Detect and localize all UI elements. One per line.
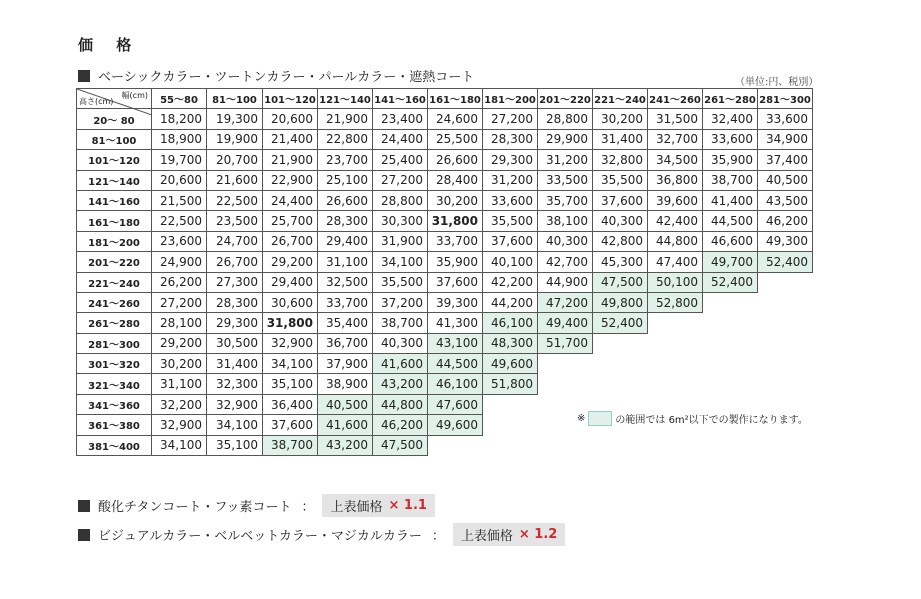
- price-cell: 52,400: [758, 252, 813, 272]
- price-cell: 29,200: [152, 333, 207, 353]
- column-header: 81〜100: [207, 89, 263, 109]
- unit-note: （単位:円、税別）: [735, 77, 819, 88]
- price-cell: 34,900: [758, 129, 813, 149]
- price-cell: 46,100: [428, 374, 483, 394]
- empty-cell: [593, 333, 648, 353]
- price-cell: 26,700: [263, 231, 318, 251]
- row-header: 161〜180: [77, 211, 152, 231]
- empty-cell: [758, 354, 813, 374]
- price-cell: 19,900: [207, 129, 263, 149]
- price-cell: 31,200: [483, 170, 538, 190]
- price-cell: 38,900: [318, 374, 373, 394]
- price-cell: 32,700: [648, 129, 703, 149]
- price-cell: 40,300: [538, 231, 593, 251]
- price-cell: 34,100: [263, 354, 318, 374]
- empty-cell: [758, 292, 813, 312]
- empty-cell: [648, 313, 703, 333]
- square-bullet-icon: [78, 70, 90, 82]
- price-cell: 34,100: [373, 252, 428, 272]
- price-cell: 41,600: [318, 415, 373, 435]
- price-cell: 52,800: [648, 292, 703, 312]
- price-cell: 30,300: [373, 211, 428, 231]
- row-header: 20〜 80: [77, 109, 152, 129]
- price-cell: 47,200: [538, 292, 593, 312]
- price-cell: 52,400: [593, 313, 648, 333]
- column-header: 261〜280: [703, 89, 758, 109]
- corner-cell: [77, 89, 152, 109]
- empty-cell: [758, 333, 813, 353]
- price-cell: 25,700: [263, 211, 318, 231]
- empty-cell: [428, 435, 483, 455]
- price-cell: 44,800: [373, 394, 428, 414]
- empty-cell: [648, 374, 703, 394]
- price-cell: 46,100: [483, 313, 538, 333]
- price-cell: 47,500: [593, 272, 648, 292]
- empty-cell: [538, 374, 593, 394]
- price-cell: 27,200: [152, 292, 207, 312]
- table-header-row: [77, 89, 813, 109]
- price-cell: 45,300: [593, 252, 648, 272]
- column-header: 201〜220: [538, 89, 593, 109]
- price-cell: 28,300: [483, 129, 538, 149]
- price-cell: 18,900: [152, 129, 207, 149]
- section-basic-colors: [78, 66, 474, 85]
- price-cell: 43,100: [428, 333, 483, 353]
- price-cell: 38,700: [263, 435, 318, 455]
- price-cell: 28,800: [538, 109, 593, 129]
- square-bullet-icon: [78, 500, 90, 512]
- empty-cell: [703, 354, 758, 374]
- price-cell: 33,600: [758, 109, 813, 129]
- price-cell: 49,600: [428, 415, 483, 435]
- row-header: 341〜360: [77, 394, 152, 414]
- price-cell: 34,500: [648, 150, 703, 170]
- empty-cell: [758, 272, 813, 292]
- price-cell: 33,700: [428, 231, 483, 251]
- price-cell: 41,300: [428, 313, 483, 333]
- price-cell: 41,400: [703, 190, 758, 210]
- price-cell: 33,600: [483, 190, 538, 210]
- empty-cell: [758, 313, 813, 333]
- price-cell: 19,300: [207, 109, 263, 129]
- price-cell: 35,500: [373, 272, 428, 292]
- price-cell: 35,500: [483, 211, 538, 231]
- table-row: [77, 374, 813, 394]
- price-cell: 42,400: [648, 211, 703, 231]
- price-cell: 35,100: [263, 374, 318, 394]
- price-cell: 35,100: [207, 435, 263, 455]
- price-cell: 27,200: [373, 170, 428, 190]
- empty-cell: [593, 435, 648, 455]
- multiplier-base: 上表価格: [460, 529, 513, 544]
- price-cell: 28,300: [207, 292, 263, 312]
- price-cell: 23,400: [373, 109, 428, 129]
- price-cell: 33,700: [318, 292, 373, 312]
- multiplier-base: 上表価格: [330, 500, 383, 515]
- note-prefix: ※: [577, 413, 586, 424]
- price-cell: 27,200: [483, 109, 538, 129]
- table-row: [77, 333, 813, 353]
- column-header: 101〜120: [263, 89, 318, 109]
- column-header: 281〜300: [758, 89, 813, 109]
- column-header: 161〜180: [428, 89, 483, 109]
- price-cell: 37,200: [373, 292, 428, 312]
- section-titanium-colon: ：: [301, 500, 315, 515]
- multiplier-factor: × 1.2: [518, 527, 558, 542]
- price-cell: 26,600: [318, 190, 373, 210]
- table-row: [77, 231, 813, 251]
- highlight-swatch: [588, 411, 612, 426]
- price-cell: 38,700: [373, 313, 428, 333]
- table-row: [77, 190, 813, 210]
- row-header: 121〜140: [77, 170, 152, 190]
- table-row: [77, 354, 813, 374]
- price-cell: 20,700: [207, 150, 263, 170]
- price-cell: 32,500: [318, 272, 373, 292]
- price-cell: 46,200: [373, 415, 428, 435]
- price-cell: 40,300: [593, 211, 648, 231]
- price-cell: 47,500: [373, 435, 428, 455]
- row-header: 101〜120: [77, 150, 152, 170]
- price-cell: 46,200: [758, 211, 813, 231]
- price-multiplier-box: [322, 494, 434, 517]
- price-cell: 34,100: [207, 415, 263, 435]
- empty-cell: [758, 435, 813, 455]
- price-cell: 23,600: [152, 231, 207, 251]
- price-cell: 37,400: [758, 150, 813, 170]
- price-cell: 26,700: [207, 252, 263, 272]
- price-cell: 33,600: [703, 129, 758, 149]
- price-cell: 29,400: [318, 231, 373, 251]
- table-row: [77, 252, 813, 272]
- price-cell: 32,900: [207, 394, 263, 414]
- table-row: [77, 170, 813, 190]
- price-cell: 42,700: [538, 252, 593, 272]
- empty-cell: [483, 435, 538, 455]
- price-cell: 31,800: [428, 211, 483, 231]
- price-cell: 28,300: [318, 211, 373, 231]
- price-cell: 21,900: [318, 109, 373, 129]
- row-header: 321〜340: [77, 374, 152, 394]
- price-cell: 46,600: [703, 231, 758, 251]
- price-cell: 37,900: [318, 354, 373, 374]
- price-cell: 40,100: [483, 252, 538, 272]
- price-cell: 38,700: [703, 170, 758, 190]
- price-cell: 29,300: [207, 313, 263, 333]
- price-cell: 44,500: [703, 211, 758, 231]
- price-cell: 50,100: [648, 272, 703, 292]
- highlight-note: [577, 411, 808, 426]
- table-row: [77, 211, 813, 231]
- price-cell: 44,500: [428, 354, 483, 374]
- table-row: [77, 109, 813, 129]
- price-cell: 31,100: [318, 252, 373, 272]
- price-cell: 47,400: [648, 252, 703, 272]
- price-cell: 24,900: [152, 252, 207, 272]
- price-cell: 27,300: [207, 272, 263, 292]
- price-cell: 19,700: [152, 150, 207, 170]
- square-bullet-icon: [78, 529, 90, 541]
- price-cell: 48,300: [483, 333, 538, 353]
- price-cell: 35,900: [703, 150, 758, 170]
- empty-cell: [758, 374, 813, 394]
- column-header: 55〜80: [152, 89, 207, 109]
- price-cell: 22,900: [263, 170, 318, 190]
- price-cell: 24,400: [373, 129, 428, 149]
- price-cell: 49,400: [538, 313, 593, 333]
- price-cell: 22,800: [318, 129, 373, 149]
- price-cell: 49,600: [483, 354, 538, 374]
- empty-cell: [538, 435, 593, 455]
- price-cell: 24,700: [207, 231, 263, 251]
- price-cell: 40,500: [758, 170, 813, 190]
- column-header: 181〜200: [483, 89, 538, 109]
- price-cell: 49,300: [758, 231, 813, 251]
- row-header: 241〜260: [77, 292, 152, 312]
- price-cell: 31,200: [538, 150, 593, 170]
- price-cell: 38,100: [538, 211, 593, 231]
- section-visual-label: ビジュアルカラー・ベルベットカラー・マジカルカラー: [98, 529, 422, 544]
- price-cell: 18,200: [152, 109, 207, 129]
- price-cell: 21,400: [263, 129, 318, 149]
- price-cell: 35,900: [428, 252, 483, 272]
- price-cell: 24,600: [428, 109, 483, 129]
- row-header: 181〜200: [77, 231, 152, 251]
- price-cell: 39,300: [428, 292, 483, 312]
- price-cell: 49,700: [703, 252, 758, 272]
- table-row: [77, 272, 813, 292]
- price-cell: 36,700: [318, 333, 373, 353]
- price-cell: 30,600: [263, 292, 318, 312]
- price-cell: 44,800: [648, 231, 703, 251]
- price-cell: 37,600: [593, 190, 648, 210]
- row-header: 281〜300: [77, 333, 152, 353]
- empty-cell: [648, 435, 703, 455]
- price-cell: 52,400: [703, 272, 758, 292]
- price-cell: 32,200: [152, 394, 207, 414]
- price-cell: 26,600: [428, 150, 483, 170]
- column-header: 221〜240: [593, 89, 648, 109]
- price-cell: 21,900: [263, 150, 318, 170]
- empty-cell: [538, 354, 593, 374]
- row-header: 141〜160: [77, 190, 152, 210]
- price-cell: 31,800: [263, 313, 318, 333]
- price-cell: 28,100: [152, 313, 207, 333]
- price-cell: 22,500: [152, 211, 207, 231]
- price-multiplier-box: [453, 523, 565, 546]
- multiplier-factor: × 1.1: [388, 498, 427, 513]
- price-cell: 41,600: [373, 354, 428, 374]
- row-header: 81〜100: [77, 129, 152, 149]
- section-titanium-label: 酸化チタンコート・フッ素コート: [98, 500, 292, 515]
- price-cell: 37,600: [428, 272, 483, 292]
- price-cell: 31,500: [648, 109, 703, 129]
- table-row: [77, 292, 813, 312]
- price-cell: 35,700: [538, 190, 593, 210]
- price-table: [76, 88, 813, 456]
- price-cell: 29,400: [263, 272, 318, 292]
- section-visual-colors: [78, 523, 565, 546]
- price-cell: 29,200: [263, 252, 318, 272]
- price-cell: 34,100: [152, 435, 207, 455]
- height-axis-label: 高さ(cm): [79, 97, 114, 107]
- price-cell: 43,200: [373, 374, 428, 394]
- price-cell: 21,600: [207, 170, 263, 190]
- section-basic-label: ベーシックカラー・ツートンカラー・パールカラー・遮熱コート: [98, 70, 475, 85]
- price-cell: 31,400: [593, 129, 648, 149]
- empty-cell: [703, 313, 758, 333]
- price-cell: 23,700: [318, 150, 373, 170]
- price-cell: 44,200: [483, 292, 538, 312]
- price-cell: 51,800: [483, 374, 538, 394]
- empty-cell: [648, 333, 703, 353]
- row-header: 381〜400: [77, 435, 152, 455]
- table-row: [77, 150, 813, 170]
- price-cell: 24,400: [263, 190, 318, 210]
- price-cell: 33,500: [538, 170, 593, 190]
- price-cell: 28,400: [428, 170, 483, 190]
- price-cell: 40,300: [373, 333, 428, 353]
- table-row: [77, 129, 813, 149]
- empty-cell: [703, 333, 758, 353]
- price-cell: 43,200: [318, 435, 373, 455]
- price-cell: 42,200: [483, 272, 538, 292]
- price-cell: 28,800: [373, 190, 428, 210]
- price-cell: 30,500: [207, 333, 263, 353]
- empty-cell: [703, 435, 758, 455]
- row-header: 361〜380: [77, 415, 152, 435]
- price-cell: 32,300: [207, 374, 263, 394]
- table-row: [77, 313, 813, 333]
- price-cell: 32,900: [152, 415, 207, 435]
- empty-cell: [648, 354, 703, 374]
- price-cell: 39,600: [648, 190, 703, 210]
- width-axis-label: 幅(cm): [121, 91, 148, 100]
- column-header: 121〜140: [318, 89, 373, 109]
- price-cell: 51,700: [538, 333, 593, 353]
- price-cell: 35,500: [593, 170, 648, 190]
- section-titanium-coat: [78, 494, 435, 517]
- column-header: 241〜260: [648, 89, 703, 109]
- price-cell: 30,200: [593, 109, 648, 129]
- price-cell: 42,800: [593, 231, 648, 251]
- price-cell: 47,600: [428, 394, 483, 414]
- page-title: 価 格: [78, 36, 141, 54]
- row-header: 201〜220: [77, 252, 152, 272]
- price-cell: 37,600: [483, 231, 538, 251]
- empty-cell: [593, 354, 648, 374]
- price-cell: 40,500: [318, 394, 373, 414]
- price-cell: 25,400: [373, 150, 428, 170]
- price-cell: 43,500: [758, 190, 813, 210]
- price-cell: 32,900: [263, 333, 318, 353]
- price-cell: 29,300: [483, 150, 538, 170]
- price-cell: 32,400: [703, 109, 758, 129]
- price-cell: 35,400: [318, 313, 373, 333]
- price-cell: 20,600: [152, 170, 207, 190]
- price-cell: 23,500: [207, 211, 263, 231]
- column-header: 141〜160: [373, 89, 428, 109]
- empty-cell: [483, 415, 538, 435]
- price-cell: 25,100: [318, 170, 373, 190]
- price-cell: 32,800: [593, 150, 648, 170]
- empty-cell: [593, 374, 648, 394]
- price-cell: 21,500: [152, 190, 207, 210]
- empty-cell: [703, 292, 758, 312]
- price-cell: 36,400: [263, 394, 318, 414]
- price-cell: 29,900: [538, 129, 593, 149]
- price-cell: 44,900: [538, 272, 593, 292]
- table-row: [77, 435, 813, 455]
- empty-cell: [483, 394, 538, 414]
- row-header: 261〜280: [77, 313, 152, 333]
- empty-cell: [703, 374, 758, 394]
- section-visual-colon: ：: [431, 529, 445, 544]
- price-cell: 22,500: [207, 190, 263, 210]
- price-cell: 30,200: [152, 354, 207, 374]
- price-cell: 31,100: [152, 374, 207, 394]
- price-cell: 49,800: [593, 292, 648, 312]
- price-cell: 37,600: [263, 415, 318, 435]
- price-cell: 31,900: [373, 231, 428, 251]
- note-text: の範囲では 6m²以下での製作になります。: [615, 415, 808, 426]
- price-cell: 25,500: [428, 129, 483, 149]
- row-header: 301〜320: [77, 354, 152, 374]
- row-header: 221〜240: [77, 272, 152, 292]
- price-cell: 20,600: [263, 109, 318, 129]
- price-cell: 26,200: [152, 272, 207, 292]
- price-cell: 30,200: [428, 190, 483, 210]
- price-cell: 31,400: [207, 354, 263, 374]
- price-cell: 36,800: [648, 170, 703, 190]
